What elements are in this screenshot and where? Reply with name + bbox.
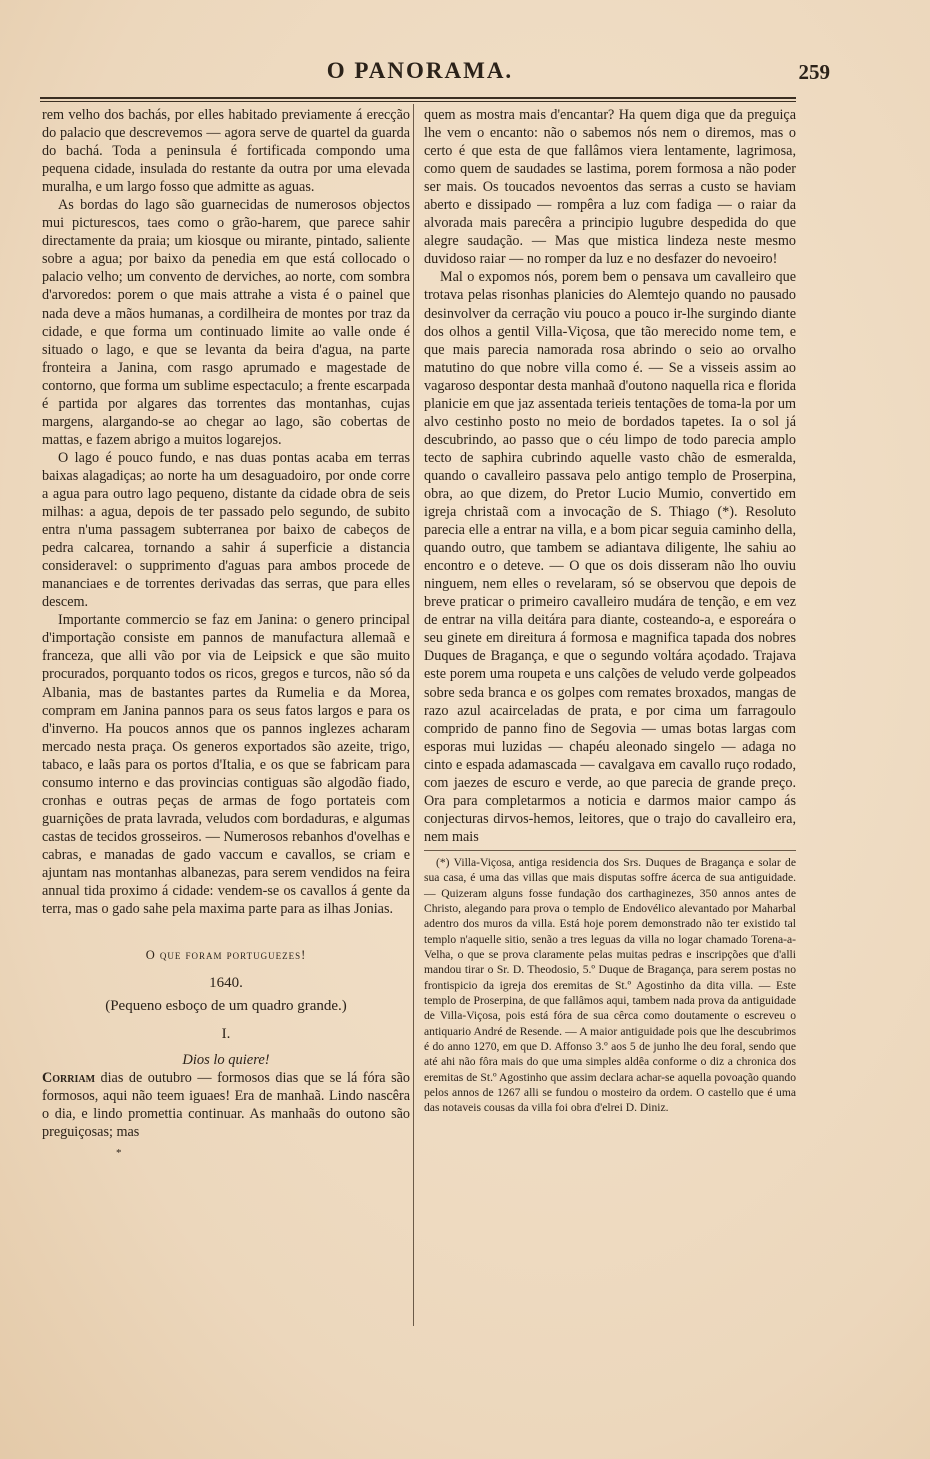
footnote xyxy=(424,855,796,1116)
page-header xyxy=(40,58,830,98)
footnote-text: (*) Villa-Viçosa, antiga residencia dos Srs. Duques de Bragança e solar de sua casa, é uma das villas que mais disputas soffre ácerca de sua antiguidade. — Quizeram alguns fosse fundação dos carthaginezes, 350 annos antes de Christo, alegando para prova o templo de Endovélico alevantado por Maharbal adentro dos muros da villa. Está hoje porem demonstrado não ter existido tal templo n'aquelle sitio, senão a tres leguas da villa no logar chamado Torena-a-Velha, o que se prova claramente pelas muitas pedras e inscripções que d'alli mandou tirar o Sr. D. Theodosio, 5.º Duque de Bragança, para serem postas no frontispicio da igreja dos eremitas de St.º Agostinho da dita villa. — Este templo de Proserpina, de que fallâmos aqui, tambem nada prova da antiguidade de Villa-Viçosa, pois está fóra de sua cêrca como doutamente o escreveu o antiquario André de Resende. — A maior antiguidade pois que lhe descubrimos é do anno 1270, em que D. Affonso 3.º aos 5 de junho lhe deu foral, sendo que até ahi não fôra mais do que uma simples aldêa conforme o diz a chronica dos eremitas de St.º Agostinho que assim declara achar-se aquella povoação quando pelos annos de 1267 alli se fundou o mosteiro da ordem. O castello que é uma das notaveis cousas da villa foi obra d'elrei D. Diniz. xyxy=(424,855,796,1115)
lead-paragraph-text: dias de outubro — formosos dias que se lá fóra são formosos, aqui não teem iguaes! Era de manhaã. Lindo nascêra o dia, e lindo promettia continuar. As manhaãs do outono são preguiçosas; mas xyxy=(42,1070,410,1141)
section-subtitle: (Pequeno esboço de um quadro grande.) xyxy=(105,998,347,1015)
lead-paragraph xyxy=(42,1069,410,1141)
left-column xyxy=(42,106,410,1162)
page-mark: * xyxy=(116,1146,122,1159)
section-title: O que foram portuguezes! xyxy=(145,948,307,963)
paragraph: rem velho dos bachás, por elles habitado previamente á erecção do palacio que descrevemos — agora serve de quartel da guarda do bachá. Toda a peninsula é fortificada compondo uma pequena cidade, insulada do restante da outra por uma elevada muralha, e um largo fosso que admitte as aguas. xyxy=(42,107,410,196)
chapter-number: I. xyxy=(221,1026,231,1043)
masthead: O PANORAMA. xyxy=(326,58,514,83)
paragraph: Mal o expomos nós, porem bem o pensava um cavalleiro que trotava pelas risonhas planicies do Alemtejo quando no pausado desinvolver da cerração viu pouco a pouco ir-lhe surgindo diante dos olhos a gentil Villa-Viçosa, que tão merecido nome tem, e que mais parecia namorada rosa abrindo o seio ao orvalho matutino do que nobre villa como é. — Se a visseis assim ao vagaroso despontar desta manhaã d'outono naquella rica e florida planicie em que jaz assentada terieis tentações de toma-la por um alvo cestinho posto no meio de bordados tapetes. Ia o sol já descubrindo, ao passo que o céu limpo de todo parecia amplo tecto de saphira cubrindo aquelle vasto chão de esmeralda, quando o cavalleiro passava pelo antigo templo de Proserpina, obra, ao que dizem, do Pretor Lucio Mumio, convertido em igreja christaã com a invocação de S. Thiago (*). Resoluto parecia elle a entrar na villa, e a bom picar seguia caminho della, quando outro, que tambem se adiantava diligente, lhe sahiu ao encontro e o deteve. — O que os dois disseram não lho ouviu ninguem, nem elles o revelaram, só se observou que depois de breve praticar o primeiro cavalleiro mudára de tenção, e em vez de entrar na villa deitára para diante, costeando-a, e esporeára o seu ginete em direitura á formosa e magnifica tapada dos nobres Duques de Bragança, e que o segundo voltára açodado. Trajava este porem uma roupeta e uns calções de veludo verde golpeados sobre seda branca e os golpes com remates broxados, mangas de razo azul acairceladas de prata, e por cima um farragoulo comprido de panno fino de Segovia — umas botas largas com esporas mui luzidas — chapéu aleonado singelo — adaga no cinto e espada adamascada — cavalgava em cavallo ruço rodado, com jaezes de escuro e verde, ao que parecia de grande preço. Ora para completarmos a noticia e darmos maior campo ás conjecturas dirvos-hemos, leitores, que o trajo do cavalleiro era, nem mais xyxy=(424,269,796,845)
footnote-rule xyxy=(424,850,796,851)
header-rule xyxy=(40,97,796,99)
chapter-motto: Dios lo quiere! xyxy=(182,1052,270,1069)
right-column xyxy=(424,106,796,1116)
page-number: 259 xyxy=(798,60,830,84)
lead-word: Corriam xyxy=(42,1070,96,1087)
paragraph: O lago é pouco fundo, e nas duas pontas acaba em terras baixas alagadiças; ao norte ha um desaguadoiro, por onde corre a agua para outro lago pequeno, distante da cidade obra de seis milhas: a agua, depois de ter passado pelo segundo, de subito entra n'uma passagem subterranea por baixo de cabeços de pedra calcarea, tornando a sahir á superficie a distancia consideravel: o supprimento d'aguas para ambos procede de mananciaes e de torrentes derivadas das serras, que para elles descem. xyxy=(42,449,410,611)
header-rule-thin xyxy=(40,101,796,102)
paragraph: As bordas do lago são guarnecidas de numerosos objectos mui picturescos, taes como o grão-harem, que parece sahir directamente da praia; um kiosque ou mirante, pintado, saliente sobre a agua; por baixo da penedia em que está collocado o palacio velho; um convento de derviches, ao norte, com sombra d'arvoredos: porem o que mais attrahe a vista é o painel que nada deve a mãos humanas, a cordilheira de montes por traz da cidade, e que forma um continuado limite ao valle onde é situado o lago, e que se levanta da beira d'agua, na parte fronteira a Janina, com rasgo aprumado e magestade de contorno, que forma um sublime espectaculo; a frente escarpada é partida por algares das torrentes das montanhas, cujas margens, alargando-se ao chegar ao lago, são cobertas de mattas, e fazem abrigo a muitos logarejos. xyxy=(42,197,410,448)
section-year: 1640. xyxy=(209,975,243,992)
paragraph: quem as mostra mais d'encantar? Ha quem diga que da preguiça lhe vem o encanto: não o sabemos nós nem o diremos, mas o certo é que esta de que fallâmos viera lentamente, lagrimosa, como quem de saudades se lastima, porem formosa a não poder ser mais. Os toucados nevoentos das serras a custo se haviam aberto e dissipado — rompêra a luz com fadiga — o raiar da alvorada mais parecêra a principio lugubre despedida do que alegre saudação. — Mas que mistica lindeza neste mesmo duvidoso raiar — no romper da luz e no desfazer do nevoeiro! xyxy=(424,107,796,268)
column-divider xyxy=(413,104,414,1326)
paragraph: Importante commercio se faz em Janina: o genero principal d'importação consiste em pannos de manufactura allemaã e franceza, que alli vão por via de Leipsick e que são muito procurados, porquanto todos os ricos, gregos e turcos, não só da Albania, mas de bastantes partes da Rumelia e da Morea, compram em Janina pannos para os seus fatos largos e para os d'inverno. Ha poucos annos que os pannos inglezes acharam mercado nesta praça. Os generos exportados são azeite, trigo, tabaco, e laãs para os portos d'Italia, e os que se fabricam para consumo interno e das provincias contiguas são algodão fiado, cronhas e outras peças de armas de fogo portateis com guarnições de prata lavrada, veludos com bordaduras, e algumas castas de tecidos grosseiros. — Numerosos rebanhos d'ovelhas e cabras, e manadas de gado vaccum e cavallos, se criam e ajuntam nas montanhas albanezas, para serem vendidos na feira annual tida proximo á cidade: vendem-se os cavallos á gente da terra, mas o gado sahe pela maxima parte para as ilhas Jonias. xyxy=(42,612,410,918)
